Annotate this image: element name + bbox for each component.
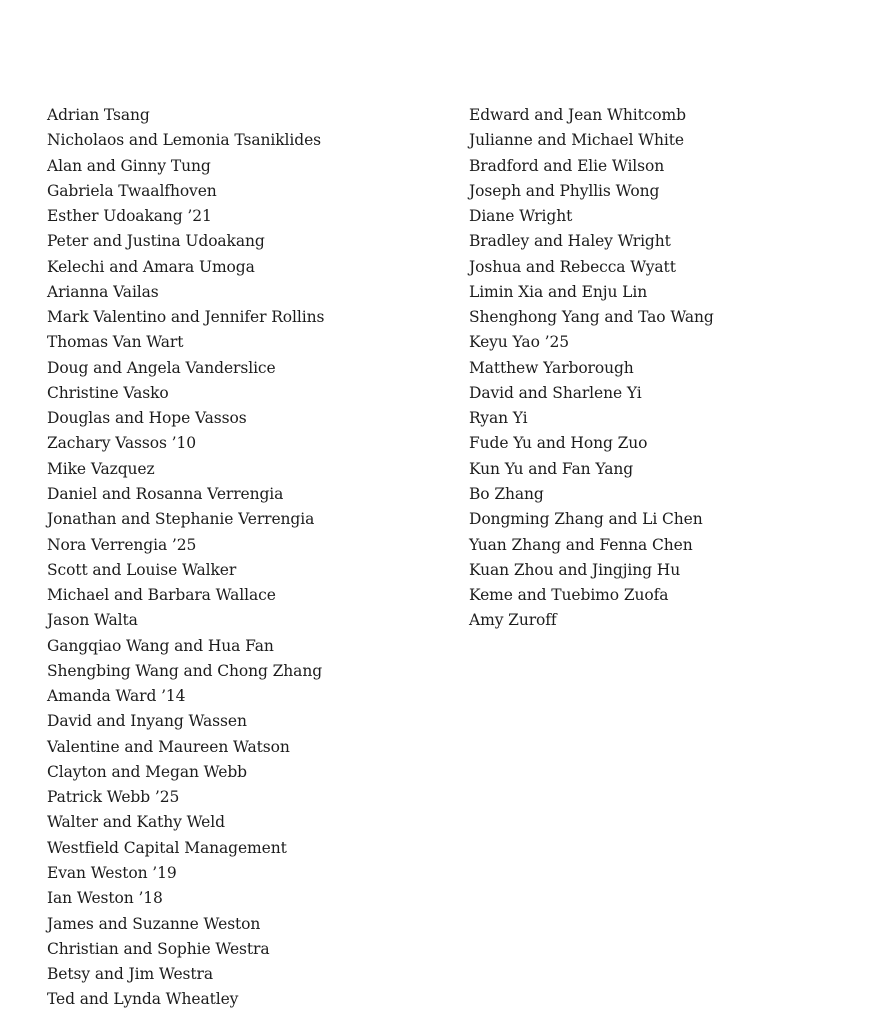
donor-name: Gangqiao Wang and Hua Fan [47,636,274,655]
donor-name: Bradford and Elie Wilson [469,156,665,175]
donor-column-right [469,103,869,634]
donor-name: Douglas and Hope Vassos [47,409,247,428]
donor-name: Nicholaos and Lemonia Tsaniklides [47,131,322,150]
donor-name: Bradley and Haley Wright [469,232,671,251]
donor-name: Joseph and Phyllis Wong [469,181,660,200]
donor-name: Esther Udoakang ’21 [47,207,212,226]
donor-name: Michael and Barbara Wallace [47,586,276,605]
donor-name: Westfield Capital Management [47,838,287,857]
donor-name: Mark Valentino and Jennifer Rollins [47,308,325,327]
donor-name: Amy Zuroff [469,611,557,630]
donor-name: Bo Zhang [469,484,544,503]
donor-name: David and Sharlene Yi [469,383,642,402]
donor-name: Kuan Zhou and Jingjing Hu [469,560,681,579]
donor-name: Evan Weston ’19 [47,863,177,882]
donor-name: Gabriela Twaalfhoven [47,181,217,200]
donor-name: Peter and Justina Udoakang [47,232,265,251]
donor-name: Daniel and Rosanna Verrengia [47,484,284,503]
donor-name: Kelechi and Amara Umoga [47,257,255,276]
donor-name: Patrick Webb ’25 [47,788,180,807]
donor-name: Dongming Zhang and Li Chen [469,510,703,529]
donor-name: Walter and Kathy Weld [47,813,225,832]
donor-name: Ted and Lynda Wheatley [47,990,239,1009]
donor-name: Christine Vasko [47,383,169,402]
donor-name: Doug and Angela Vanderslice [47,358,276,377]
donor-name: Mike Vazquez [47,459,155,478]
donor-name: Keme and Tuebimo Zuofa [469,586,669,605]
donor-name: Shengbing Wang and Chong Zhang [47,661,323,680]
donor-name: Zachary Vassos ’10 [47,434,196,453]
donor-name: Jason Walta [47,611,138,630]
donor-name: Ryan Yi [469,409,528,428]
donor-name: Matthew Yarborough [469,358,634,377]
donor-name: Yuan Zhang and Fenna Chen [469,535,693,554]
donor-name: Clayton and Megan Webb [47,762,247,781]
donor-name: Thomas Van Wart [47,333,184,352]
donor-name: Valentine and Maureen Watson [47,737,290,756]
donor-name: Fude Yu and Hong Zuo [469,434,648,453]
donor-name: Diane Wright [469,207,573,226]
donor-name: Arianna Vailas [47,282,159,301]
donor-name: Adrian Tsang [47,106,150,124]
donor-name: Christian and Sophie Westra [47,939,270,958]
donor-name: Shenghong Yang and Tao Wang [469,308,714,327]
donor-name: David and Inyang Wassen [47,712,247,731]
donor-name: Scott and Louise Walker [47,560,237,579]
donor-name: Julianne and Michael White [469,131,684,150]
donor-name: Limin Xia and Enju Lin [469,282,648,301]
donor-name: Kun Yu and Fan Yang [469,459,634,478]
donor-name: Keyu Yao ’25 [469,333,569,352]
donor-column-left [47,103,447,1013]
donor-name: Joshua and Rebecca Wyatt [469,257,676,276]
donor-name: Alan and Ginny Tung [47,156,211,175]
donor-name: Betsy and Jim Westra [47,965,213,984]
donor-name: Amanda Ward ’14 [47,687,186,706]
donor-name: Jonathan and Stephanie Verrengia [47,510,315,529]
donor-name: Ian Weston ’18 [47,889,163,908]
donor-name: James and Suzanne Weston [47,914,261,933]
donor-name: Edward and Jean Whitcomb [469,106,686,124]
donor-name: Nora Verrengia ’25 [47,535,197,554]
